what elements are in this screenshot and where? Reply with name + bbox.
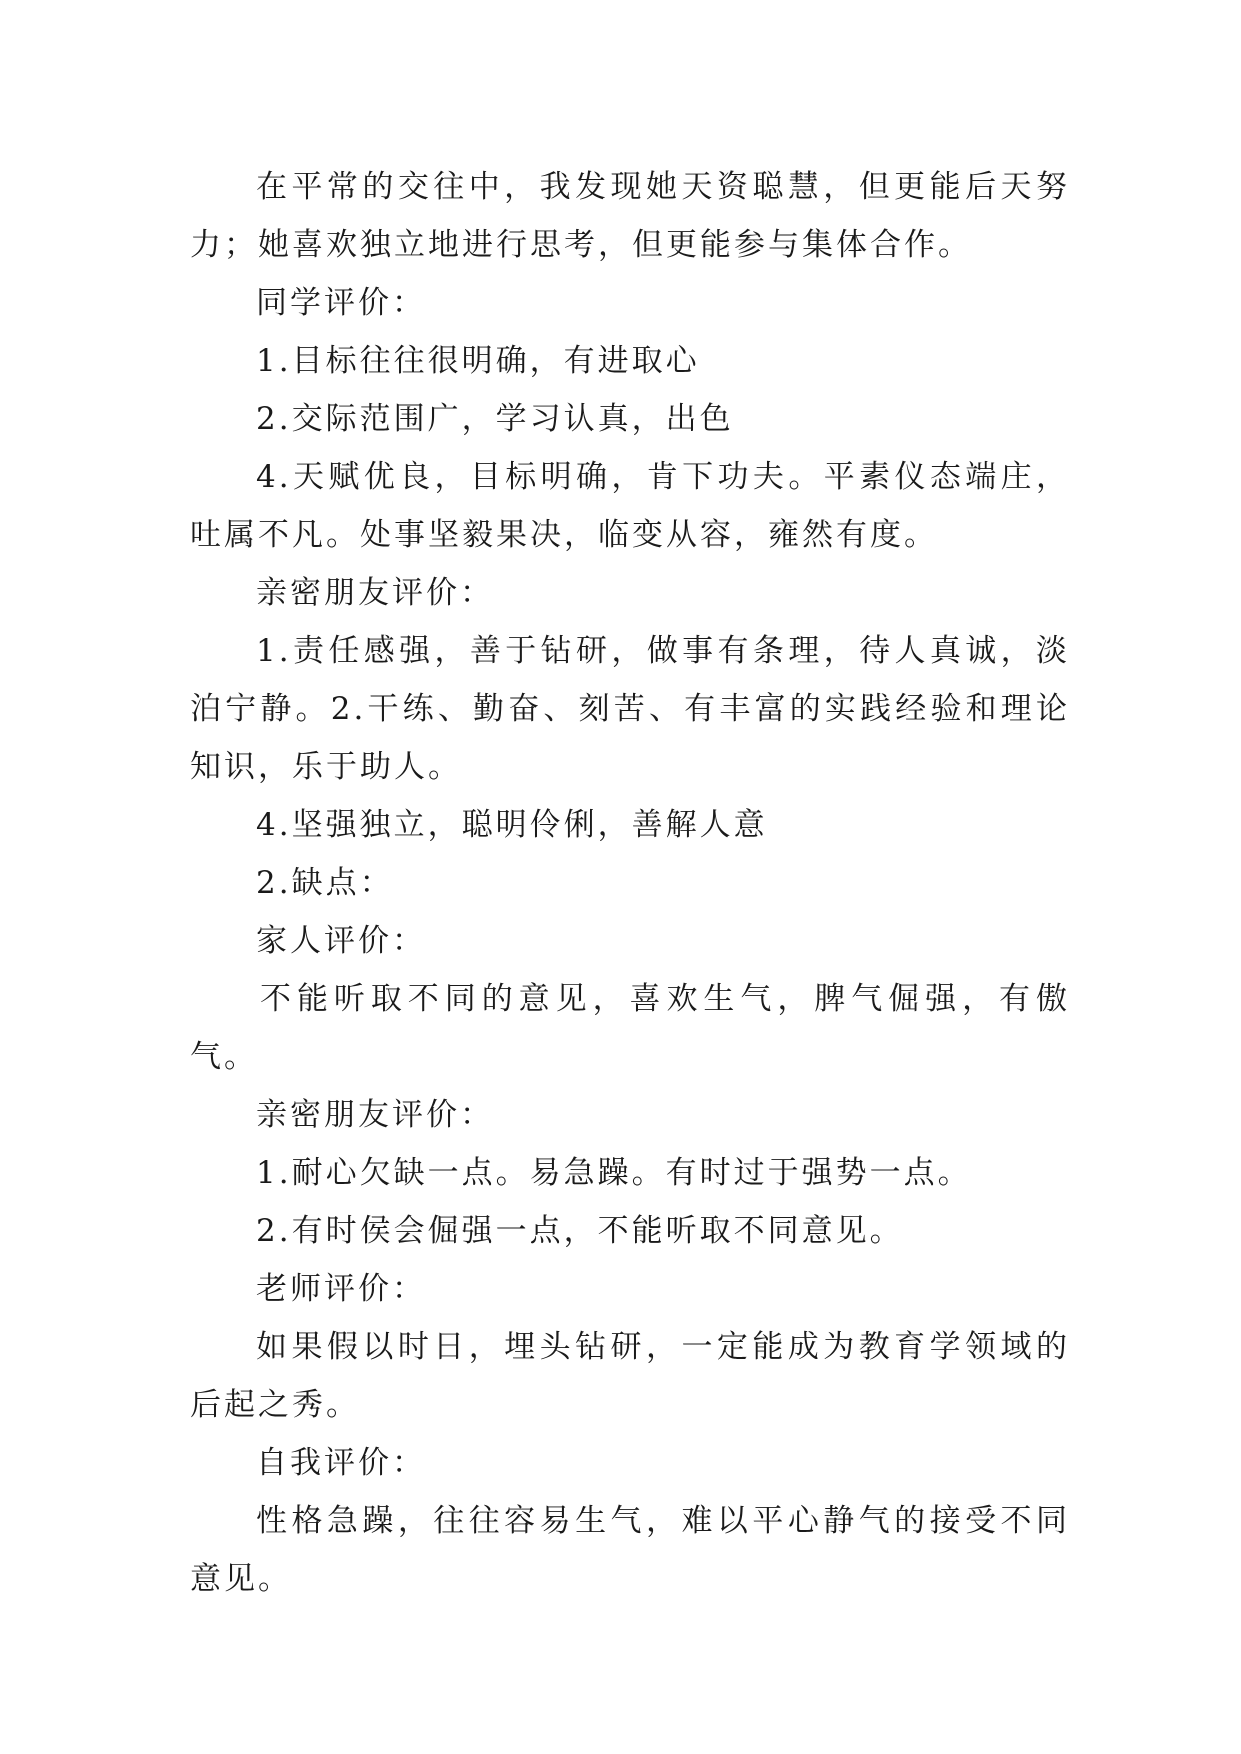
list-item: 1.责任感强，善于钻研，做事有条理，待人真诚，淡泊宁静。2.干练、勤奋、刻苦、有丰富的实践经验和理论知识，乐于助人。	[190, 633, 1070, 785]
heading-close-friend-evaluation: 亲密朋友评价：	[256, 1097, 494, 1133]
list-item: 2.有时侯会倔强一点，不能听取不同意见。	[256, 1213, 904, 1249]
paragraph-teacher-comment: 如果假以时日，埋头钻研，一定能成为教育学领域的后起之秀。	[190, 1329, 1070, 1423]
heading-classmate-evaluation: 同学评价：	[256, 285, 426, 321]
list-item: 2.交际范围广，学习认真，出色	[256, 401, 734, 437]
list-item: 1.目标往往很明确，有进取心	[256, 343, 700, 379]
heading-close-friend-evaluation: 亲密朋友评价：	[256, 575, 494, 611]
list-item: 1.耐心欠缺一点。易急躁。有时过于强势一点。	[256, 1155, 972, 1191]
heading-teacher-evaluation: 老师评价：	[256, 1271, 426, 1307]
heading-shortcomings: 2.缺点：	[256, 865, 394, 901]
paragraph-intro: 在平常的交往中，我发现她天资聪慧，但更能后天努力；她喜欢独立地进行思考，但更能参与集体合作。	[190, 169, 1070, 263]
list-item: 4.天赋优良，目标明确，肯下功夫。平素仪态端庄，吐属不凡。处事坚毅果决，临变从容，雍然有度。	[190, 459, 1070, 553]
paragraph-self-comment: 性格急躁，往往容易生气，难以平心静气的接受不同意见。	[190, 1503, 1070, 1597]
paragraph-family-comment: 不能听取不同的意见，喜欢生气，脾气倔强，有傲气。	[190, 981, 1070, 1075]
document-body	[190, 158, 1070, 1608]
list-item: 4.坚强独立，聪明伶俐，善解人意	[256, 807, 768, 843]
heading-family-evaluation: 家人评价：	[256, 923, 426, 959]
heading-self-evaluation: 自我评价：	[256, 1445, 426, 1481]
